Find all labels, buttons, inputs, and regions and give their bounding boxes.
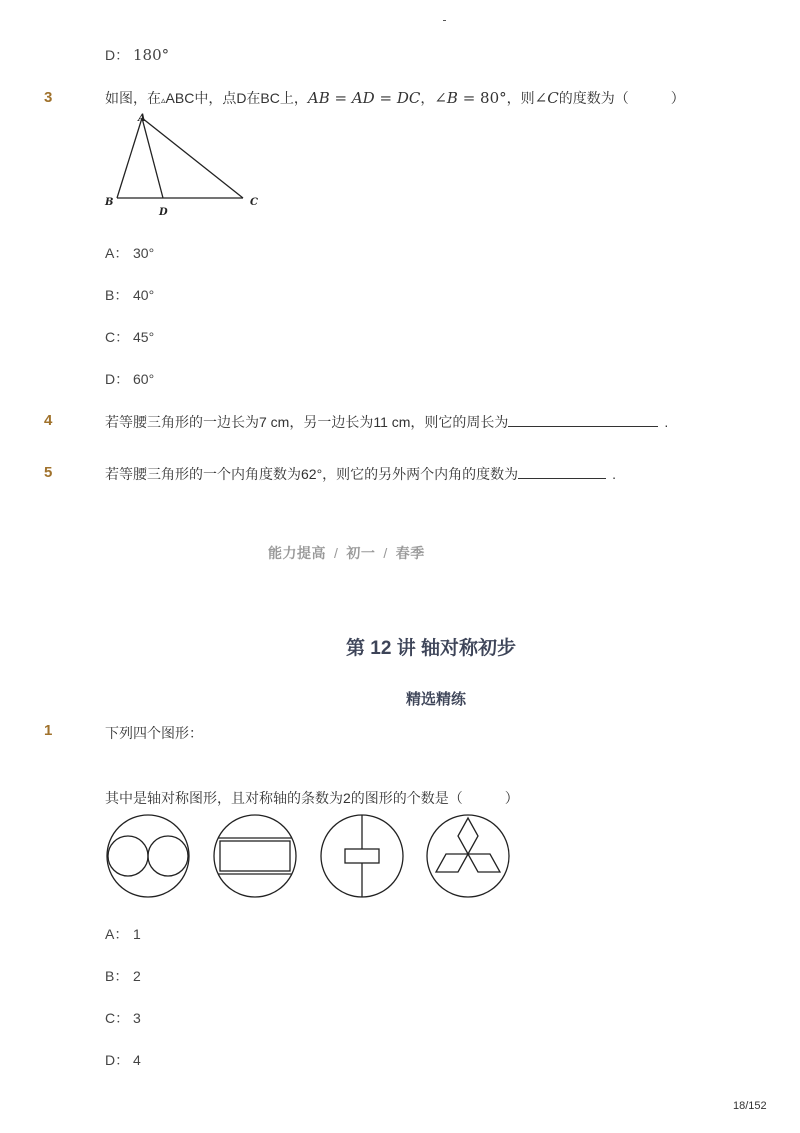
q1-option-a[interactable] <box>105 924 141 944</box>
q3-text-b: ABC中，点D在BC上， <box>165 90 308 106</box>
question-4-text <box>105 412 668 432</box>
inner-circle-right <box>148 836 188 876</box>
small-rectangle <box>345 849 379 863</box>
q3-text-c: ， <box>420 90 435 106</box>
q5-text: 若等腰三角形的一个内角度数为62°，则它的另外两个内角的度数为 <box>105 466 519 482</box>
figure-2-rectangle <box>214 815 296 897</box>
q5-period: . <box>612 466 617 482</box>
breadcrumb-separator: / <box>334 545 339 561</box>
option-value: 30° <box>133 245 155 261</box>
question-number-5: 5 <box>44 464 53 481</box>
inner-rectangle <box>220 841 290 871</box>
top-mark <box>443 20 446 21</box>
segment-ad <box>142 118 163 198</box>
q3-text-a: 如图，在 <box>105 90 161 106</box>
q3-angle-symbol: ∠ <box>434 89 447 107</box>
option-label: A： <box>105 245 129 261</box>
breadcrumb-level: 能力提高 <box>268 545 326 561</box>
rhombus-left <box>436 854 468 872</box>
question-1-text: 其中是轴对称图形，且对称轴的条数为2的图形的个数是（ ） <box>105 790 519 806</box>
page-number: 18/152 <box>733 1100 767 1112</box>
option-label: B： <box>105 287 129 303</box>
q3-text-d: ，则 <box>506 90 535 106</box>
q3-math-equal-sides: AB = AD = DC <box>307 89 421 107</box>
inner-circle-left <box>108 836 148 876</box>
question-3-text <box>105 88 685 108</box>
lesson-title: 第 12 讲 轴对称初步 <box>346 638 516 659</box>
option-label: C： <box>105 329 130 345</box>
option-value: 60° <box>133 371 155 387</box>
triangle-symbol-icon: ▵ <box>161 95 166 105</box>
option-value: 180° <box>133 46 170 64</box>
q4-text: 若等腰三角形的一边长为7 cm，另一边长为11 cm，则它的周长为 <box>105 414 509 430</box>
option-value: 4 <box>133 1052 141 1068</box>
breadcrumb-term: 春季 <box>395 545 425 561</box>
outer-circle <box>214 815 296 897</box>
q3-option-d[interactable] <box>105 369 154 389</box>
side-ab <box>117 118 142 198</box>
q3-angle-c: C <box>547 89 559 107</box>
question-1-intro: 下列四个图形： <box>105 725 203 741</box>
vertex-label-a: A <box>138 113 146 124</box>
breadcrumb <box>268 543 425 563</box>
option-label: D： <box>105 1052 130 1068</box>
q3-angle-b-value: = 80° <box>457 89 507 107</box>
option-label: D： <box>105 47 130 63</box>
q3-option-a[interactable] <box>105 243 154 263</box>
q1-option-c[interactable] <box>105 1008 141 1028</box>
question-number-4: 4 <box>44 412 53 429</box>
q3-option-c[interactable] <box>105 327 154 347</box>
option-value: 40° <box>133 287 155 303</box>
question-number-1: 1 <box>44 722 53 739</box>
figure-1-two-circles <box>107 815 189 897</box>
outer-circle <box>427 815 509 897</box>
option-value: 3 <box>133 1010 141 1026</box>
q3-angle-b: B <box>446 89 458 107</box>
section-title: 精选精练 <box>406 691 467 708</box>
option-label: A： <box>105 926 129 942</box>
question-number-3: 3 <box>44 89 53 106</box>
prev-option-d[interactable] <box>105 45 169 65</box>
q1-option-b[interactable] <box>105 966 141 986</box>
figure-3-diameter-rect <box>321 815 403 897</box>
option-label: D： <box>105 371 130 387</box>
option-value: 45° <box>133 329 155 345</box>
option-value: 2 <box>133 968 141 984</box>
vertex-label-b: B <box>105 197 114 208</box>
vertex-label-c: C <box>250 197 258 208</box>
q1-option-d[interactable] <box>105 1050 141 1070</box>
side-ac <box>142 118 243 198</box>
breadcrumb-grade: 初一 <box>346 545 376 561</box>
q4-answer-blank[interactable] <box>508 426 658 427</box>
option-value: 1 <box>133 926 141 942</box>
option-label: C： <box>105 1010 130 1026</box>
figure-4-three-rhombi <box>427 815 509 897</box>
rhombus-right <box>468 854 500 872</box>
q3-text-e: 的度数为（ ） <box>558 90 685 106</box>
rhombus-top <box>458 818 478 854</box>
breadcrumb-separator: / <box>383 545 388 561</box>
option-label: B： <box>105 968 129 984</box>
q3-angle-symbol-2: ∠ <box>534 89 548 107</box>
q5-answer-blank[interactable] <box>518 478 606 479</box>
q3-option-b[interactable] <box>105 285 154 305</box>
question-5-text <box>105 464 616 484</box>
triangle-figure <box>100 110 270 220</box>
point-label-d: D <box>159 207 168 218</box>
symmetry-figures <box>100 808 520 903</box>
q4-period: . <box>664 414 669 430</box>
